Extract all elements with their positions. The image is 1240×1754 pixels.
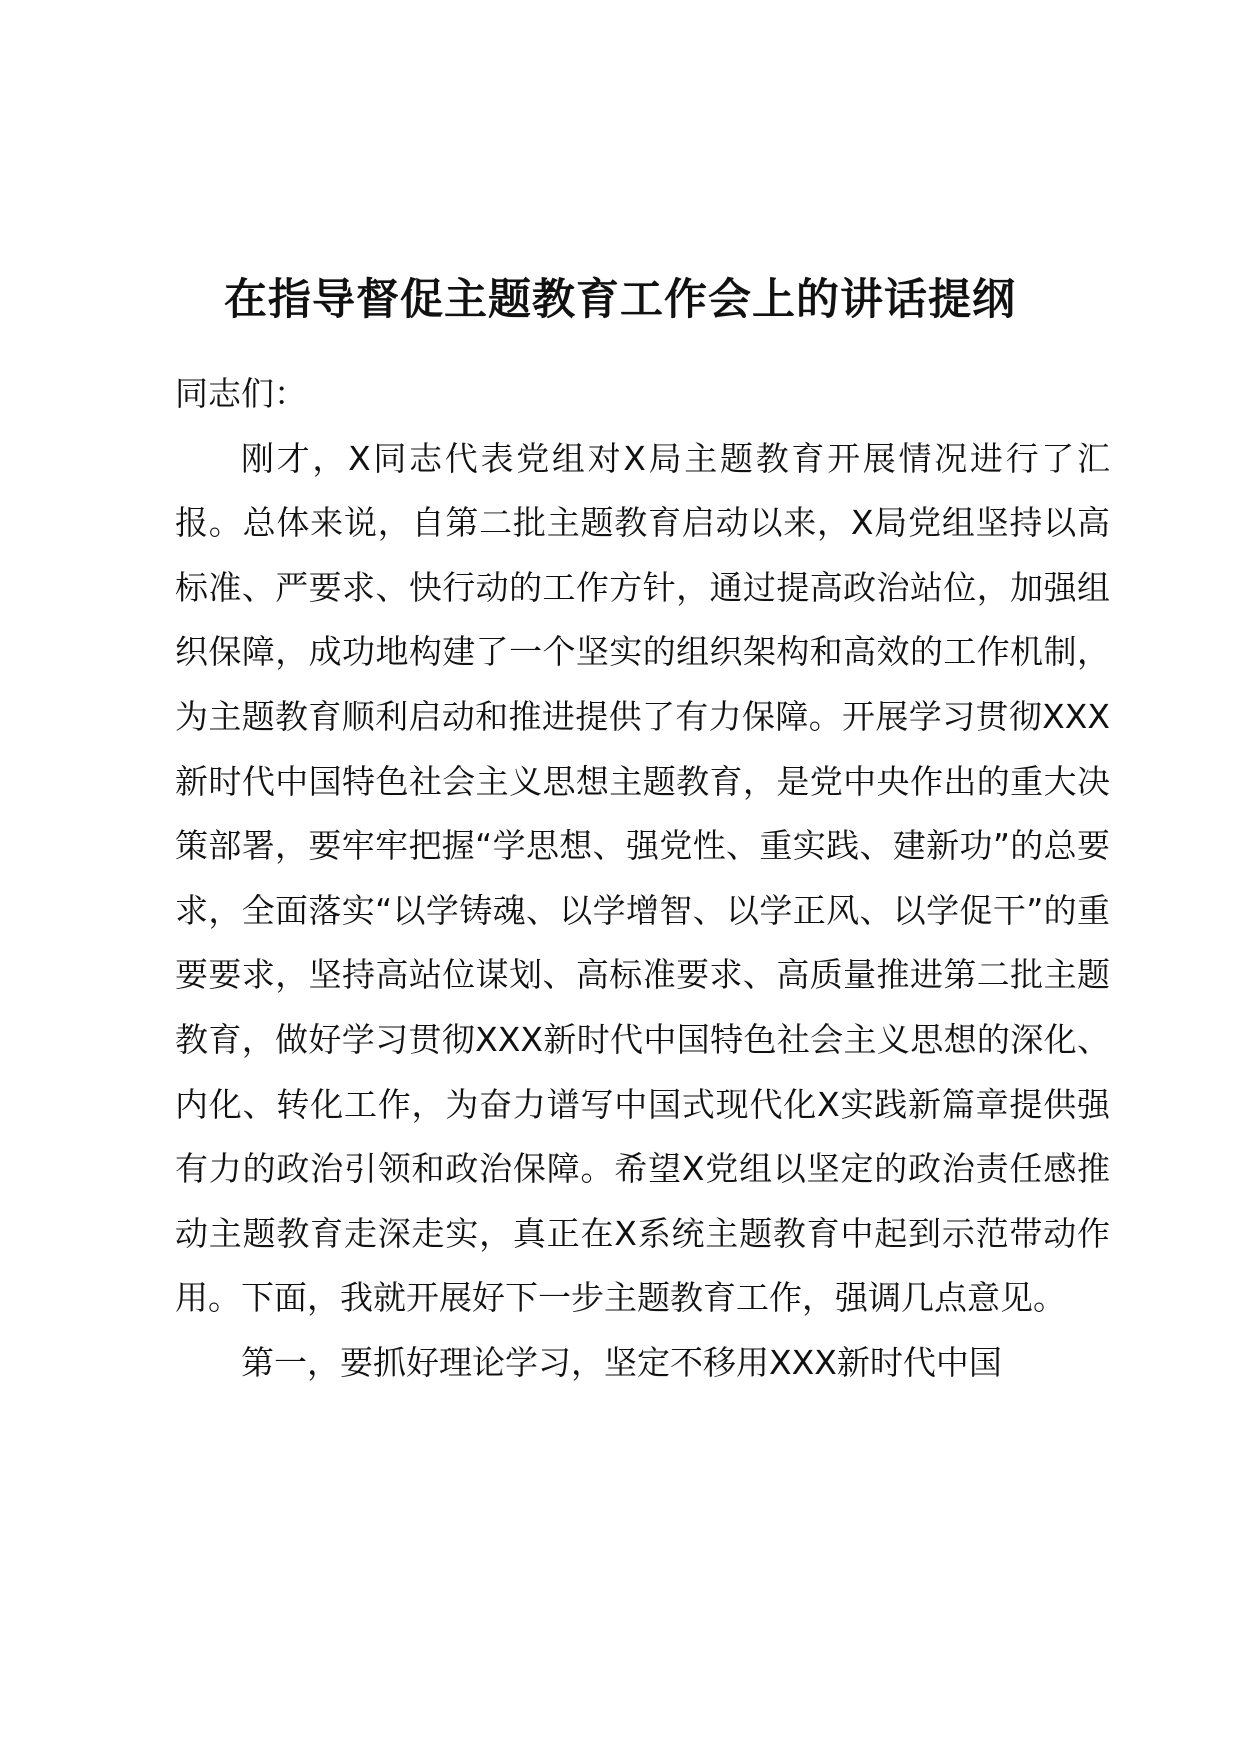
paragraph-1: 刚才，X同志代表党组对X局主题教育开展情况进行了汇报。总体来说，自第二批主题教育启动以来，X局党组坚持以高标准、严要求、快行动的工作方针，通过提高政治站位，加强组织保障，成功地构建了一个坚实的组织架构和高效的工作机制，为主题教育顺利启动和推进提供了有力保障。开展学习贯彻XXX新时代中国特色社会主义思想主题教育，是党中央作出的重大决策部署，要牢牢把握“学思想、强党性、重实践、建新功”的总要求，全面落实“以学铸魂、以学增智、以学正风、以学促干”的重要要求，坚持高站位谋划、高标准要求、高质量推进第二批主题教育，做好学习贯彻XXX新时代中国特色社会主义思想的深化、内化、转化工作，为奋力谱写中国式现代化X实践新篇章提供强有力的政治引领和政治保障。希望X党组以坚定的政治责任感推动主题教育走深走实，真正在X系统主题教育中起到示范带动作用。下面，我就开展好下一步主题教育工作，强调几点意见。 xyxy=(175,438,1110,1318)
document-title: 在指导督促主题教育工作会上的讲话提纲 xyxy=(224,275,1016,325)
paragraph-2: 第一，要抓好理论学习，坚定不移用XXX新时代中国 xyxy=(241,1342,1002,1382)
salutation: 同志们： xyxy=(175,374,307,413)
document-body xyxy=(175,362,1110,1396)
